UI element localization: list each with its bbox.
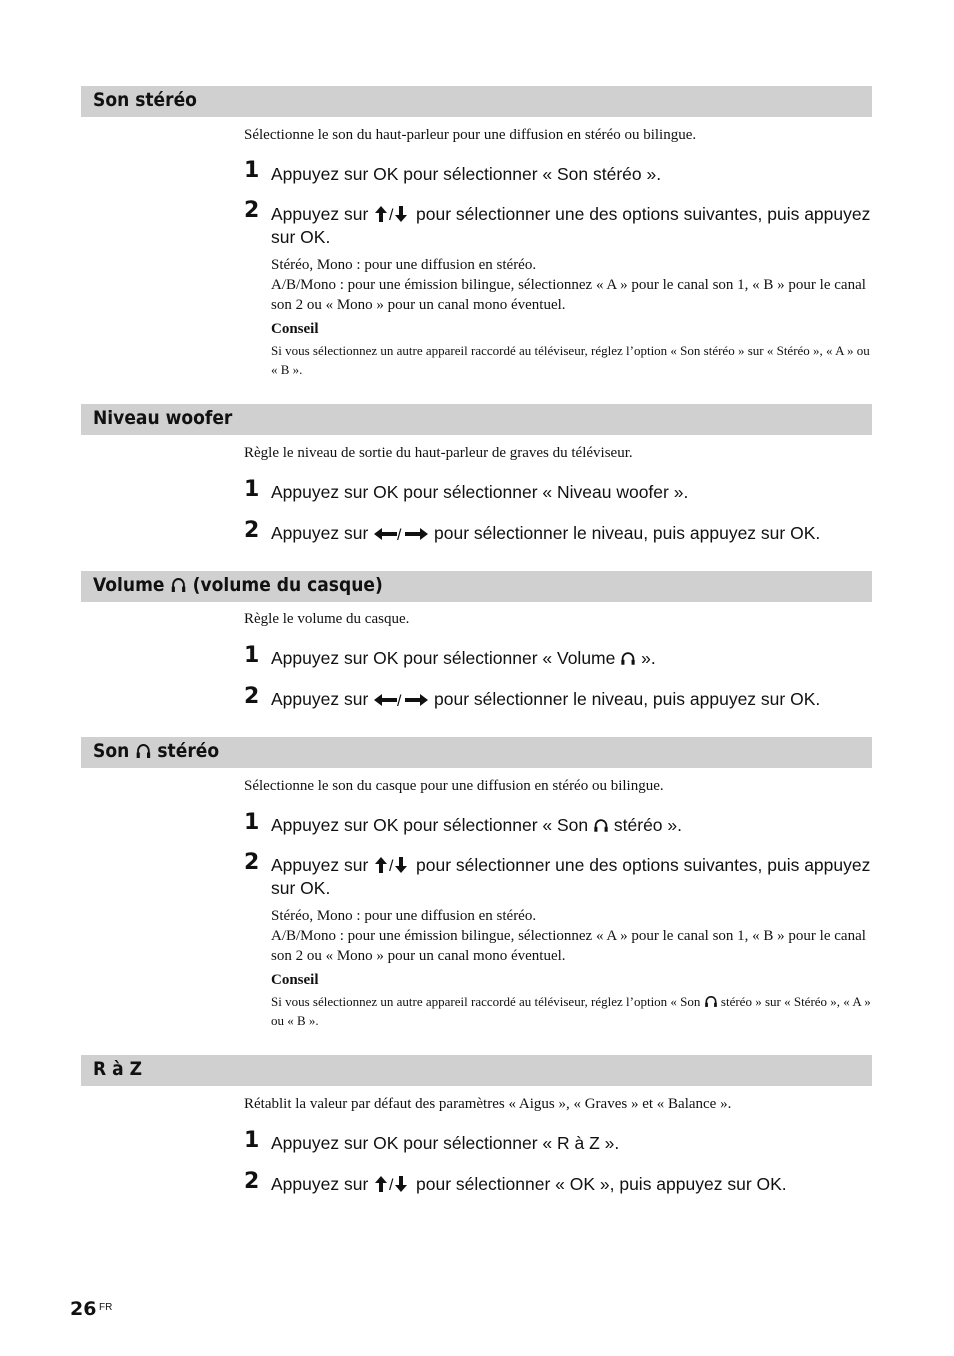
section-intro: Règle le niveau de sortie du haut-parleur de graves du téléviseur. <box>244 445 633 461</box>
tip-text: Si vous sélectionnez un autre appareil raccordé au téléviseur, réglez l’option « Son stéréo » sur « Stéréo », « A » ou « B ». <box>271 343 870 377</box>
svg-text:/: / <box>389 858 394 874</box>
step-number: 1 <box>244 477 260 502</box>
step-text-pre: Appuyez sur <box>271 523 369 543</box>
section-intro: Rétablit la valeur par défaut des paramètres « Aigus », « Graves » et « Balance ». <box>244 1096 732 1112</box>
step-text <box>271 203 871 249</box>
option-text: Stéréo, Mono : pour une diffusion en stéréo. <box>271 908 537 924</box>
svg-text:/: / <box>397 527 402 542</box>
option-text: Stéréo, Mono : pour une diffusion en stéréo. <box>271 257 537 273</box>
step-number: 2 <box>244 1169 260 1194</box>
step-text <box>271 647 871 670</box>
headphones-icon <box>704 995 718 1008</box>
headphones-icon <box>620 651 636 666</box>
section-intro: Sélectionne le son du haut-parleur pour une diffusion en stéréo ou bilingue. <box>244 127 697 143</box>
step-number: 1 <box>244 158 260 183</box>
section-intro: Règle le volume du casque. <box>244 611 410 627</box>
step-text: Appuyez sur OK pour sélectionner « R à Z ». <box>271 1133 620 1153</box>
page-number: 26 <box>70 1298 97 1320</box>
step-text <box>271 522 871 545</box>
section-header-son-stereo <box>81 86 872 117</box>
section-header-son-casque-stereo <box>81 737 872 768</box>
section-title: Niveau woofer <box>93 407 233 429</box>
step-text-post: pour sélectionner une des options suivantes, puis appuyez sur OK. <box>271 204 871 247</box>
svg-text:/: / <box>389 1177 394 1193</box>
step-number: 2 <box>244 850 260 875</box>
step-text-pre: Appuyez sur OK pour sélectionner « Volume <box>271 648 616 668</box>
section-title: R à Z <box>93 1058 143 1080</box>
step-number: 1 <box>244 1128 260 1153</box>
step-number: 1 <box>244 810 260 835</box>
step-number: 1 <box>244 643 260 668</box>
tip-title: Conseil <box>271 321 319 337</box>
section-title <box>93 740 219 762</box>
step-text-pre: Appuyez sur OK pour sélectionner « Son <box>271 815 589 835</box>
up-down-arrows-icon <box>373 205 411 223</box>
step-number: 2 <box>244 198 260 223</box>
step-text-pre: Appuyez sur <box>271 204 369 224</box>
step-text <box>271 854 871 900</box>
step-text-post: pour sélectionner « OK », puis appuyez sur OK. <box>416 1174 787 1194</box>
section-title-post: stéréo <box>157 740 220 762</box>
step-text <box>271 1173 871 1196</box>
headphones-icon <box>593 818 609 833</box>
svg-text:/: / <box>389 207 394 223</box>
left-right-arrows-icon <box>373 692 429 708</box>
step-text: Appuyez sur OK pour sélectionner « Niveau woofer ». <box>271 482 689 502</box>
section-title-pre: Son <box>93 740 130 762</box>
option-text: A/B/Mono : pour une émission bilingue, sélectionnez « A » pour le canal son 1, « B » pour le canal son 2 ou « Mono » pour un canal mono éventuel. <box>271 277 866 313</box>
up-down-arrows-icon <box>373 856 411 874</box>
option-text: A/B/Mono : pour une émission bilingue, sélectionnez « A » pour le canal son 1, « B » pour le canal son 2 ou « Mono » pour un canal mono éventuel. <box>271 928 866 964</box>
tip-text-post: stéréo » sur « Stéréo », « A » ou « B ». <box>271 994 871 1028</box>
step-text <box>271 814 871 837</box>
step-text-post: pour sélectionner le niveau, puis appuyez sur OK. <box>434 689 821 709</box>
section-header-raz <box>81 1055 872 1086</box>
section-title <box>93 574 383 596</box>
step-text-pre: Appuyez sur <box>271 689 369 709</box>
section-title-post: (volume du casque) <box>192 574 383 596</box>
tip-text <box>271 993 871 1030</box>
step-text-post: ». <box>641 648 656 668</box>
section-title: Son stéréo <box>93 89 197 111</box>
step-text <box>271 688 871 711</box>
step-text-post: pour sélectionner une des options suivantes, puis appuyez sur OK. <box>271 855 871 898</box>
step-text-post: stéréo ». <box>613 815 682 835</box>
tip-text-pre: Si vous sélectionnez un autre appareil raccordé au téléviseur, réglez l’option « Son <box>271 994 701 1009</box>
section-header-niveau-woofer <box>81 404 872 435</box>
step-text-content: Appuyez sur OK pour sélectionner « Son stéréo ». <box>271 164 662 184</box>
step-text <box>271 163 871 186</box>
step-text-pre: Appuyez sur <box>271 855 369 875</box>
tip-title: Conseil <box>271 972 319 988</box>
step-text-pre: Appuyez sur <box>271 1174 369 1194</box>
step-text-post: pour sélectionner le niveau, puis appuyez sur OK. <box>434 523 821 543</box>
section-header-volume-casque <box>81 571 872 602</box>
step-number: 2 <box>244 684 260 709</box>
page-language: FR <box>99 1302 113 1313</box>
headphones-icon <box>170 577 186 593</box>
svg-text:/: / <box>397 693 402 708</box>
step-number: 2 <box>244 518 260 543</box>
up-down-arrows-icon <box>373 1175 411 1193</box>
headphones-icon <box>135 743 151 759</box>
section-title-pre: Volume <box>93 574 165 596</box>
left-right-arrows-icon <box>373 526 429 542</box>
section-intro: Sélectionne le son du casque pour une diffusion en stéréo ou bilingue. <box>244 778 664 794</box>
